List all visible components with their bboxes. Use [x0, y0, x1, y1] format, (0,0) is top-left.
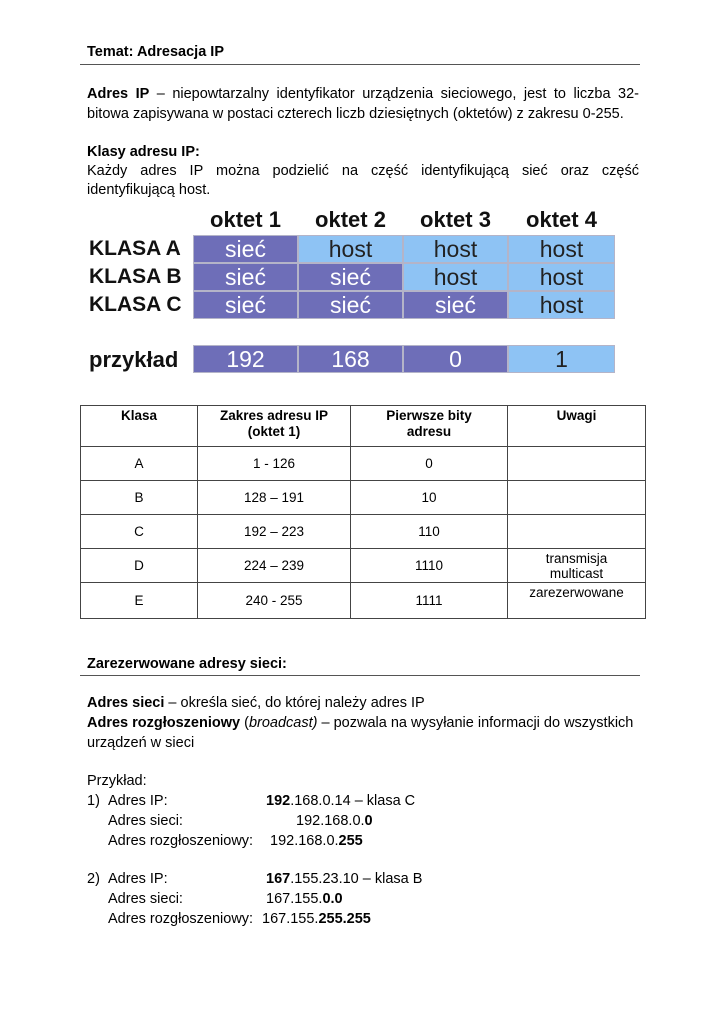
example-2-ip-value: 167.155.23.10 – klasa B: [266, 871, 423, 887]
figure-row-label-a: KLASA A: [89, 237, 181, 260]
cell-uwagi: [508, 447, 646, 481]
network-address-line: [87, 693, 425, 713]
example-2-number: 2): [87, 871, 100, 887]
cell-klasa: C: [81, 515, 198, 549]
figure-example-1: 192: [193, 345, 298, 373]
table-row: [81, 515, 646, 549]
figure-cell-c3: sieć: [403, 291, 508, 319]
broadcast-line-1: Adres rozgłoszeniowy (broadcast) – pozwala na wysyłanie informacji do wszystkich: [87, 715, 634, 731]
cell-bity: 1110: [351, 549, 508, 583]
classes-text-line-1: Każdy adres IP można podzielić na część identyfikującą sieć oraz część: [87, 163, 639, 179]
cell-klasa: E: [81, 583, 198, 619]
octet-figure: [87, 205, 617, 385]
classes-text-line-2: identyfikującą host.: [87, 182, 211, 198]
topic-divider: [80, 64, 640, 65]
figure-row-label-c: KLASA C: [89, 293, 182, 316]
figure-example-2: 168: [298, 345, 403, 373]
example-1-bc-value: 192.168.0.255: [270, 833, 363, 849]
header-uwagi: Uwagi: [508, 406, 646, 447]
class-table: [80, 405, 646, 619]
examples-heading: Przykład:: [87, 773, 147, 789]
table-row: [81, 481, 646, 515]
example-1-bc-label: Adres rozgłoszeniowy:: [108, 833, 254, 849]
figure-cell-c2: sieć: [298, 291, 403, 319]
network-address-term: Adres sieci: [87, 695, 165, 711]
example-2-ip-label: Adres IP:: [108, 871, 168, 887]
cell-klasa: D: [81, 549, 198, 583]
table-header-row: [81, 406, 646, 447]
figure-cell-b1: sieć: [193, 263, 298, 291]
cell-bity: 10: [351, 481, 508, 515]
figure-cell-a3: host: [403, 235, 508, 263]
reserved-divider: [80, 675, 640, 676]
figure-example-3: 0: [403, 345, 508, 373]
octet-header-1: oktet 1: [193, 205, 298, 235]
figure-cell-a4: host: [508, 235, 615, 263]
example-1-ip-value: 192.168.0.14 – klasa C: [266, 793, 416, 809]
ip-definition-line-1: [87, 84, 639, 104]
ip-term: Adres IP: [87, 86, 150, 102]
table-row: [81, 583, 646, 619]
cell-bity: 110: [351, 515, 508, 549]
example-1-net-value: 192.168.0.0: [296, 813, 373, 829]
example-2-bc-label: Adres rozgłoszeniowy:: [108, 911, 254, 927]
figure-cell-c1: sieć: [193, 291, 298, 319]
table-row: [81, 549, 646, 583]
reserved-heading: Zarezerwowane adresy sieci:: [87, 656, 287, 672]
figure-cell-b2: sieć: [298, 263, 403, 291]
broadcast-term: Adres rozgłoszeniowy: [87, 715, 241, 731]
cell-bity: 1111: [351, 583, 508, 619]
example-1-number: 1): [87, 793, 100, 809]
classes-heading: Klasy adresu IP:: [87, 144, 200, 160]
octet-header-4: oktet 4: [508, 205, 615, 235]
example-2-bc-value: 167.155.255.255: [262, 911, 371, 927]
cell-zakres: 128 – 191: [198, 481, 351, 515]
example-1-ip-label: Adres IP:: [108, 793, 168, 809]
cell-uwagi: zarezerwowane: [508, 583, 646, 619]
figure-cell-a2: host: [298, 235, 403, 263]
cell-klasa: B: [81, 481, 198, 515]
figure-cell-b4: host: [508, 263, 615, 291]
cell-klasa: A: [81, 447, 198, 481]
figure-example-4: 1: [508, 345, 615, 373]
example-2-net-value: 167.155.0.0: [266, 891, 343, 907]
cell-uwagi: [508, 481, 646, 515]
header-zakres: Zakres adresu IP (oktet 1): [198, 406, 351, 447]
broadcast-desc: – pozwala na wysyłanie informacji do wszystkich: [317, 715, 634, 731]
cell-zakres: 240 - 255: [198, 583, 351, 619]
example-2-net-label: Adres sieci:: [108, 891, 183, 907]
topic-title: Temat: Adresacja IP: [87, 44, 224, 60]
figure-example-label: przykład: [89, 347, 179, 372]
figure-cell-b3: host: [403, 263, 508, 291]
header-klasa: Klasa: [81, 406, 198, 447]
figure-cell-c4: host: [508, 291, 615, 319]
cell-zakres: 1 - 126: [198, 447, 351, 481]
example-1-net-label: Adres sieci:: [108, 813, 183, 829]
table-row: [81, 447, 646, 481]
cell-zakres: 224 – 239: [198, 549, 351, 583]
cell-uwagi: [508, 515, 646, 549]
broadcast-italic: broadcast): [248, 715, 318, 731]
ip-definition-text: – niepowtarzalny identyfikator urządzenia sieciowego, jest to liczba 32-: [149, 86, 639, 102]
network-address-desc: – określa sieć, do której należy adres IP: [164, 695, 425, 711]
header-bity: Pierwsze bity adresu: [351, 406, 508, 447]
ip-definition-line-2: bitowa zapisywana w postaci czterech liczb dziesiętnych (oktetów) z zakresu 0-255.: [87, 106, 624, 122]
octet-header-3: oktet 3: [403, 205, 508, 235]
figure-row-label-b: KLASA B: [89, 265, 182, 288]
cell-bity: 0: [351, 447, 508, 481]
cell-uwagi: transmisja multicast: [508, 549, 646, 583]
octet-header-2: oktet 2: [298, 205, 403, 235]
broadcast-line-2: urządzeń w sieci: [87, 735, 195, 751]
figure-cell-a1: sieć: [193, 235, 298, 263]
cell-zakres: 192 – 223: [198, 515, 351, 549]
